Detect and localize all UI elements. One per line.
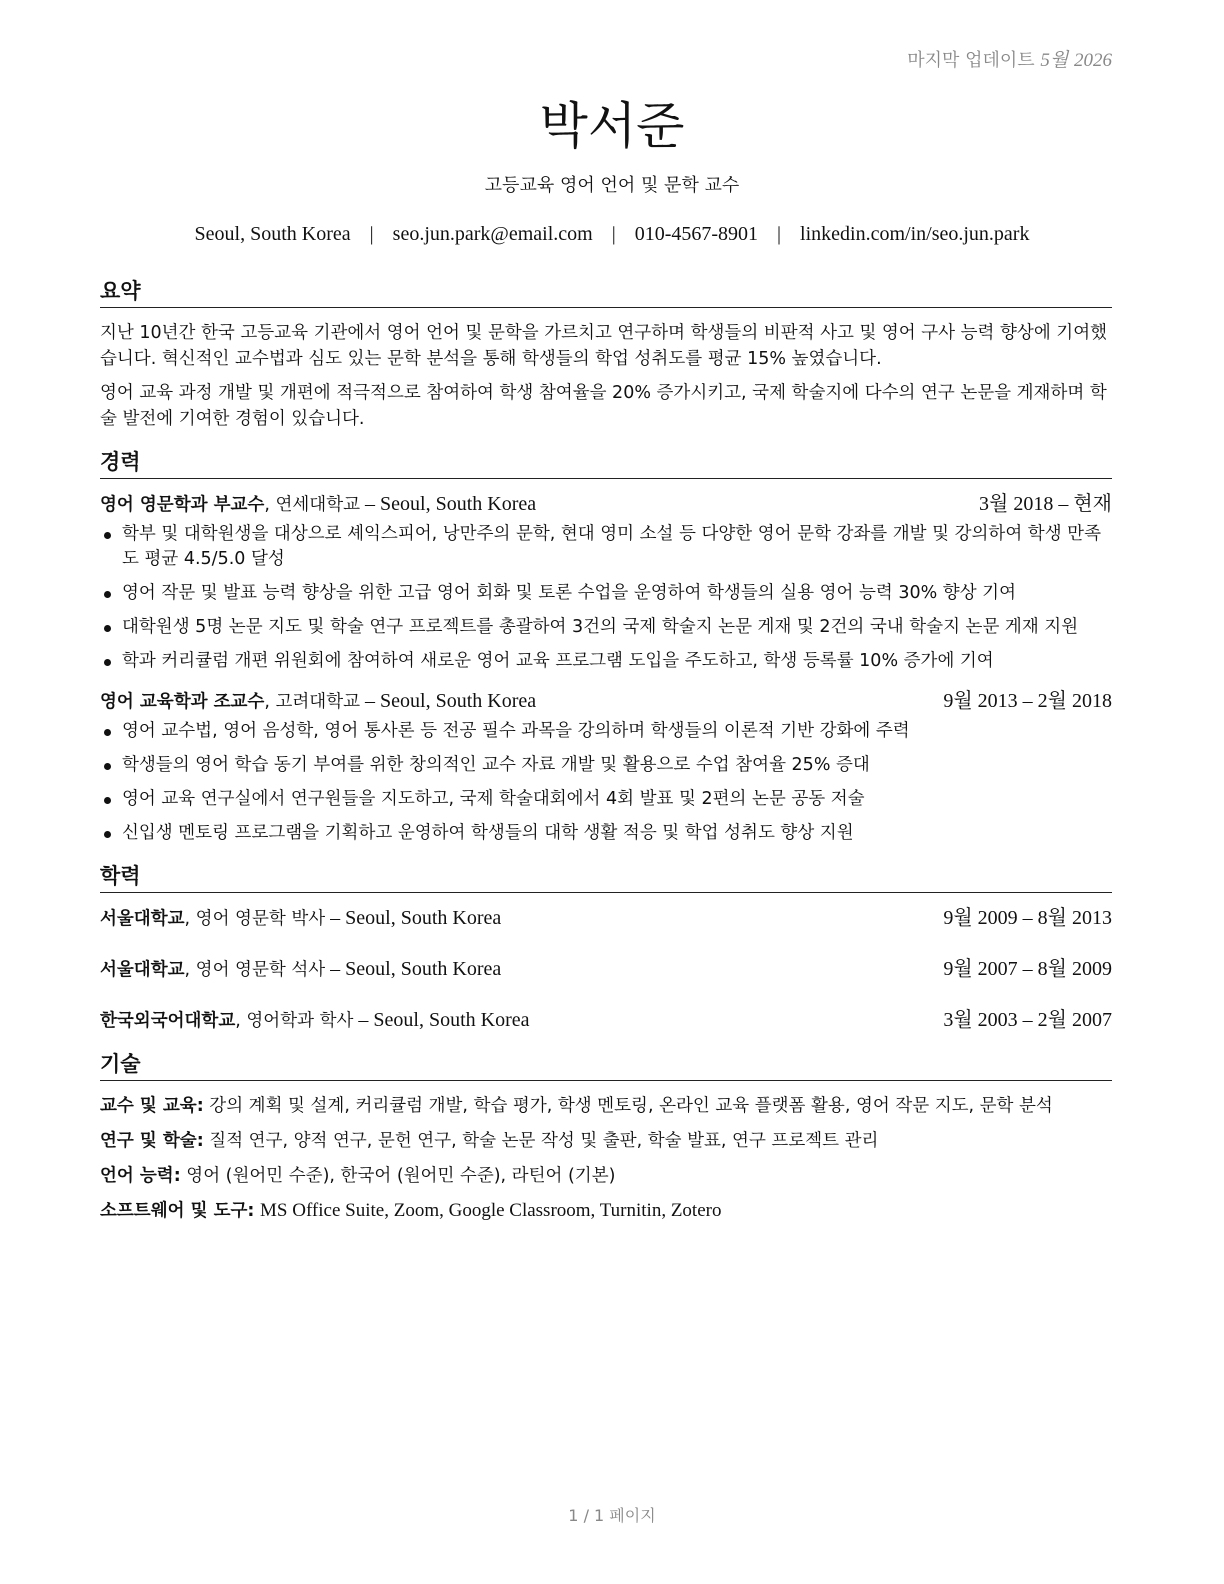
skill-line xyxy=(100,1093,1112,1119)
section-title-experience: 경력 xyxy=(100,446,1112,479)
education-entry: 한국외국어대학교, 영어학과 학사 – Seoul, South Korea 3월 2003 – 2월 2007 xyxy=(100,1007,1112,1034)
job-bullet: 학과 커리큘럼 개편 위원회에 참여하여 새로운 영어 교육 프로그램 도입을 주도하고, 학생 등록률 10% 증가에 기여 xyxy=(100,649,1112,674)
last-updated-year: 2026 xyxy=(1074,50,1112,71)
contact-separator: | xyxy=(611,223,616,245)
edu-school: 서울대학교 xyxy=(100,909,185,929)
skill-value: 영어 (원어민 수준), 한국어 (원어민 수준), 라틴어 (기본) xyxy=(186,1166,616,1186)
job-title: 영어 영문학과 부교수 xyxy=(100,495,265,515)
job-location: Seoul, South Korea xyxy=(380,493,537,515)
edu-school: 한국외국어대학교 xyxy=(100,1011,236,1031)
edu-degree: 영어 영문학 박사 xyxy=(195,909,326,929)
job-dates: 3월 2018 – 현재 xyxy=(979,493,1112,515)
contact-linkedin[interactable]: linkedin.com/in/seo.jun.park xyxy=(800,223,1030,245)
skill-value: 강의 계획 및 설계, 커리큘럼 개발, 학습 평가, 학생 멘토링, 온라인 교육 플랫폼 활용, 영어 작문 지도, 문학 분석 xyxy=(209,1096,1053,1116)
job-dates: 9월 2013 – 2월 2018 xyxy=(943,690,1112,712)
edu-dates: 9월 2009 – 8월 2013 xyxy=(943,907,1112,929)
job-bullet: 영어 교수법, 영어 음성학, 영어 통사론 등 전공 필수 과목을 강의하며 학생들의 이론적 기반 강화에 주력 xyxy=(100,719,1112,744)
contact-separator: | xyxy=(369,223,374,245)
last-updated-label: 마지막 업데이트 xyxy=(907,50,1035,71)
summary-paragraph: 지난 10년간 한국 고등교육 기관에서 영어 언어 및 문학을 가르치고 연구하며 학생들의 비판적 사고 및 영어 구사 능력 향상에 기여했습니다. 혁신적인 교수법과 심도 있는 문학 분석을 통해 학생들의 학업 성취도를 평균 15% 높였습니다. xyxy=(100,323,1108,369)
section-title-skills: 기술 xyxy=(100,1048,1112,1081)
skill-label: 교수 및 교육: xyxy=(100,1096,204,1116)
education-entry: 서울대학교, 영어 영문학 석사 – Seoul, South Korea 9월 2007 – 8월 2009 xyxy=(100,956,1112,983)
last-updated-month: 5월 xyxy=(1040,50,1069,71)
contact-separator: | xyxy=(777,223,782,245)
skill-label: 언어 능력: xyxy=(100,1166,181,1186)
experience-entry: 영어 교육학과 조교수, 고려대학교 – Seoul, South Korea 9월 2013 – 2월 2018 영어 교수법, 영어 음성학, 영어 통사론 등 전공 필수 과목을 강의하며 학생들의 이론적 기반 강화에 주력 학생들의 영어 학습 동기 부여를 위한 창의적인 교수 자료 개발 및 활용으로 수업 참여율 25% 증대 영어 교육 연구실에서 연구원들을 지도하고, 국제 학술대회에서 4회 발표 및 2편의 논문 공동 저술 신입생 멘토링 프로그램을 기획하고 운영하여 학생들의 대학 생활 적응 및 학업 성취도 향상 지원 xyxy=(100,688,1112,846)
contact-line xyxy=(0,223,1224,246)
page-footer: 1 / 1 페이지 xyxy=(568,1506,656,1525)
edu-location: Seoul, South Korea xyxy=(373,1009,530,1031)
summary-paragraph: 영어 교육 과정 개발 및 개편에 적극적으로 참여하여 학생 참여율을 20% 증가시키고, 국제 학술지에 다수의 연구 논문을 게재하며 학술 발전에 기여한 경험이 있습니다. xyxy=(100,383,1107,429)
job-org: 연세대학교 xyxy=(275,495,361,515)
contact-location: Seoul, South Korea xyxy=(194,223,351,245)
skill-value: MS Office Suite, Zoom, Google Classroom, Turnitin, Zotero xyxy=(260,1200,722,1221)
contact-phone[interactable]: 010-4567-8901 xyxy=(634,223,759,245)
edu-dates: 3월 2003 – 2월 2007 xyxy=(943,1009,1112,1031)
job-bullet: 학부 및 대학원생을 대상으로 셰익스피어, 낭만주의 문학, 현대 영미 소설 등 다양한 영어 문학 강좌를 개발 및 강의하여 학생 만족도 평균 4.5/5.0 달성 xyxy=(100,522,1112,572)
skill-label: 소프트웨어 및 도구: xyxy=(100,1201,255,1221)
candidate-subtitle: 고등교육 영어 언어 및 문학 교수 xyxy=(484,175,740,196)
section-title-education: 학력 xyxy=(100,860,1112,893)
skill-value: 질적 연구, 양적 연구, 문헌 연구, 학술 논문 작성 및 출판, 학술 발표, 연구 프로젝트 관리 xyxy=(209,1131,879,1151)
edu-degree: 영어학과 학사 xyxy=(246,1011,354,1031)
job-bullet: 대학원생 5명 논문 지도 및 학술 연구 프로젝트를 총괄하여 3건의 국제 학술지 논문 게재 및 2건의 국내 학술지 논문 게재 지원 xyxy=(100,615,1112,640)
edu-location: Seoul, South Korea xyxy=(345,958,502,980)
contact-email[interactable]: seo.jun.park@email.com xyxy=(392,223,593,245)
job-bullet: 신입생 멘토링 프로그램을 기획하고 운영하여 학생들의 대학 생활 적응 및 학업 성취도 향상 지원 xyxy=(100,821,1112,846)
experience-entry: 영어 영문학과 부교수, 연세대학교 – Seoul, South Korea 3월 2018 – 현재 학부 및 대학원생을 대상으로 셰익스피어, 낭만주의 문학, 현대 영미 소설 등 다양한 영어 문학 강좌를 개발 및 강의하여 학생 만족도 평균 4.5/5.0 달성 영어 작문 및 발표 능력 향상을 위한 고급 영어 회화 및 토론 수업을 운영하여 학생들의 실용 영어 능력 30% 향상 기여 대학원생 5명 논문 지도 및 학술 연구 프로젝트를 총괄하여 3건의 국제 학술지 논문 게재 및 2건의 국내 학술지 논문 게재 지원 학과 커리큘럼 개편 위원회에 참여하여 새로운 영어 교육 프로그램 도입을 주도하고, 학생 등록률 10% 증가에 기여 xyxy=(100,491,1112,674)
skill-line xyxy=(100,1198,1112,1224)
skill-line xyxy=(100,1163,1112,1189)
skill-label: 연구 및 학술: xyxy=(100,1131,204,1151)
education-entry: 서울대학교, 영어 영문학 박사 – Seoul, South Korea 9월 2009 – 8월 2013 xyxy=(100,905,1112,932)
resume-body xyxy=(100,275,1112,1233)
edu-school: 서울대학교 xyxy=(100,960,185,980)
job-org: 고려대학교 xyxy=(275,692,361,712)
edu-dates: 9월 2007 – 8월 2009 xyxy=(943,958,1112,980)
section-title-summary: 요약 xyxy=(100,275,1112,308)
job-bullet: 영어 교육 연구실에서 연구원들을 지도하고, 국제 학술대회에서 4회 발표 및 2편의 논문 공동 저술 xyxy=(100,787,1112,812)
job-title: 영어 교육학과 조교수 xyxy=(100,692,265,712)
candidate-name: 박서준 xyxy=(539,97,685,155)
job-location: Seoul, South Korea xyxy=(380,690,537,712)
last-updated xyxy=(907,45,1112,72)
job-bullet: 학생들의 영어 학습 동기 부여를 위한 창의적인 교수 자료 개발 및 활용으로 수업 참여율 25% 증대 xyxy=(100,753,1112,778)
edu-degree: 영어 영문학 석사 xyxy=(195,960,326,980)
edu-location: Seoul, South Korea xyxy=(345,907,502,929)
job-bullet: 영어 작문 및 발표 능력 향상을 위한 고급 영어 회화 및 토론 수업을 운영하여 학생들의 실용 영어 능력 30% 향상 기여 xyxy=(100,581,1112,606)
skill-line xyxy=(100,1128,1112,1154)
